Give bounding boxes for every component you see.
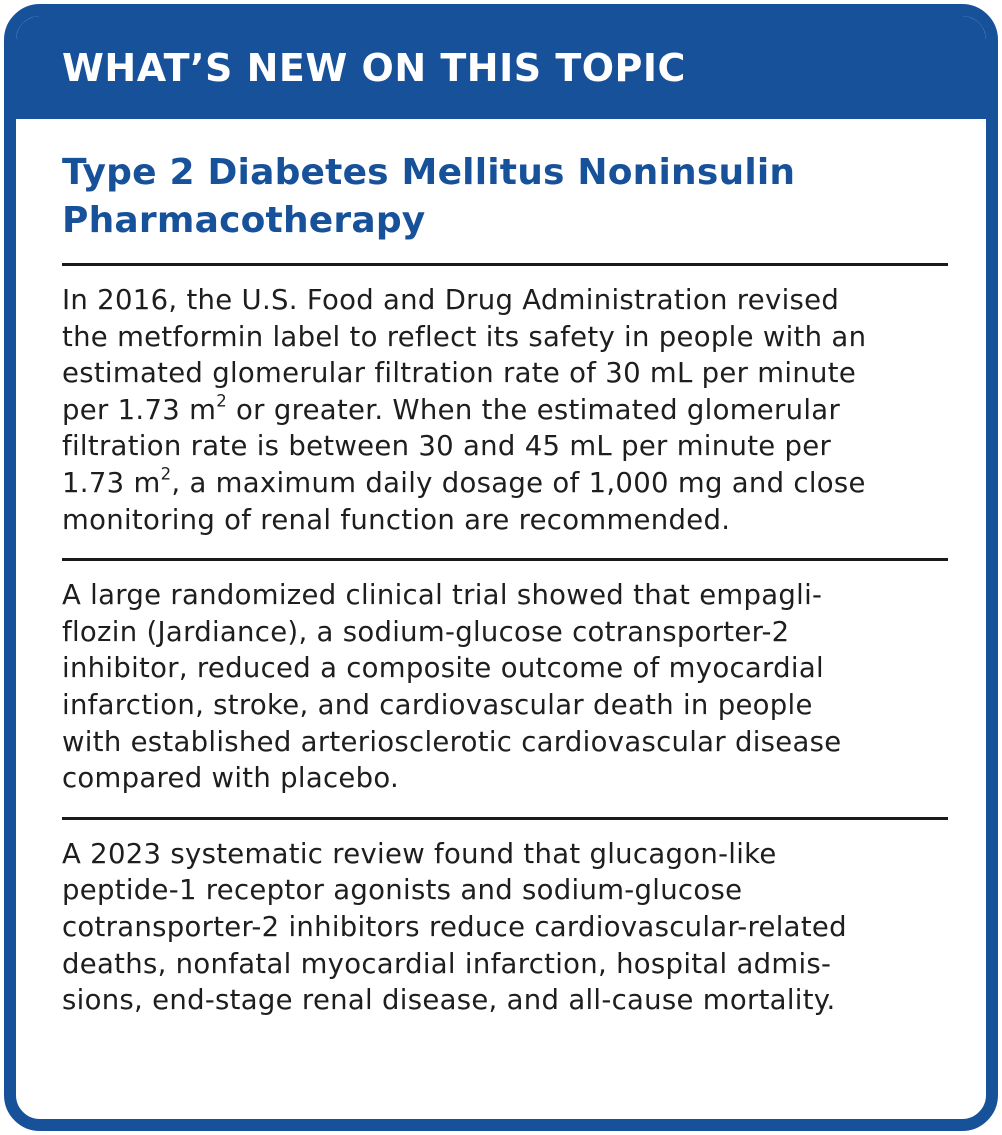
paragraph-empagliflozin bbox=[62, 577, 948, 797]
topic-title bbox=[62, 149, 948, 245]
topic-card bbox=[4, 4, 998, 1131]
paragraph-metformin bbox=[62, 282, 948, 538]
text-line: per 1.73 $m^2$ or greater. When the estimated glomerular bbox=[62, 391, 841, 426]
superscript-two: 2 bbox=[216, 391, 227, 411]
text-line: A 2023 systematic review found that glucagon-like bbox=[62, 837, 777, 870]
text-line: cotransporter-2 inhibitors reduce cardiovascular-related bbox=[62, 910, 847, 943]
topic-title-line: Type 2 Diabetes Mellitus Noninsulin bbox=[62, 152, 796, 193]
text-line: compared with placebo. bbox=[62, 762, 400, 795]
text-line: infarction, stroke, and cardiovascular death in people bbox=[62, 688, 813, 721]
text-line: In 2016, the U.S. Food and Drug Administration revised bbox=[62, 284, 840, 316]
topic-title-line: Pharmacotherapy bbox=[62, 200, 426, 241]
text-line: inhibitor, reduced a composite outcome of myocardial bbox=[62, 652, 824, 685]
text-line: sions, end-stage renal disease, and all-cause mortality. bbox=[62, 984, 836, 1017]
text-line: with established arteriosclerotic cardiovascular disease bbox=[62, 725, 842, 758]
header-title: WHAT’S NEW ON THIS TOPIC bbox=[62, 45, 686, 90]
card-header bbox=[16, 16, 986, 119]
text-line: monitoring of renal function are recommended. bbox=[62, 503, 731, 536]
text-line: A large randomized clinical trial showed that empagli- bbox=[62, 579, 823, 612]
superscript-two: 2 bbox=[160, 464, 172, 484]
text-line: 1.73 $m^2$, a maximum daily dosage of 1,000 mg and close bbox=[62, 464, 866, 499]
paragraph-systematic-review bbox=[62, 836, 948, 1019]
text-line: peptide-1 receptor agonists and sodium-glucose bbox=[62, 874, 743, 907]
section-systematic-review bbox=[62, 820, 948, 1039]
section-metformin bbox=[62, 266, 948, 558]
text-line: estimated glomerular filtration rate of 30 mL per minute bbox=[62, 357, 857, 390]
text-line: flozin (Jardiance), a sodium-glucose cotransporter-2 bbox=[62, 615, 790, 648]
text-line: the metformin label to reflect its safety in people with an bbox=[62, 320, 867, 353]
text-line: deaths, nonfatal myocardial infarction, hospital admis- bbox=[62, 947, 832, 980]
card-content bbox=[16, 119, 986, 1039]
section-empagliflozin bbox=[62, 561, 948, 817]
text-line: filtration rate is between 30 and 45 mL per minute per bbox=[62, 430, 832, 463]
